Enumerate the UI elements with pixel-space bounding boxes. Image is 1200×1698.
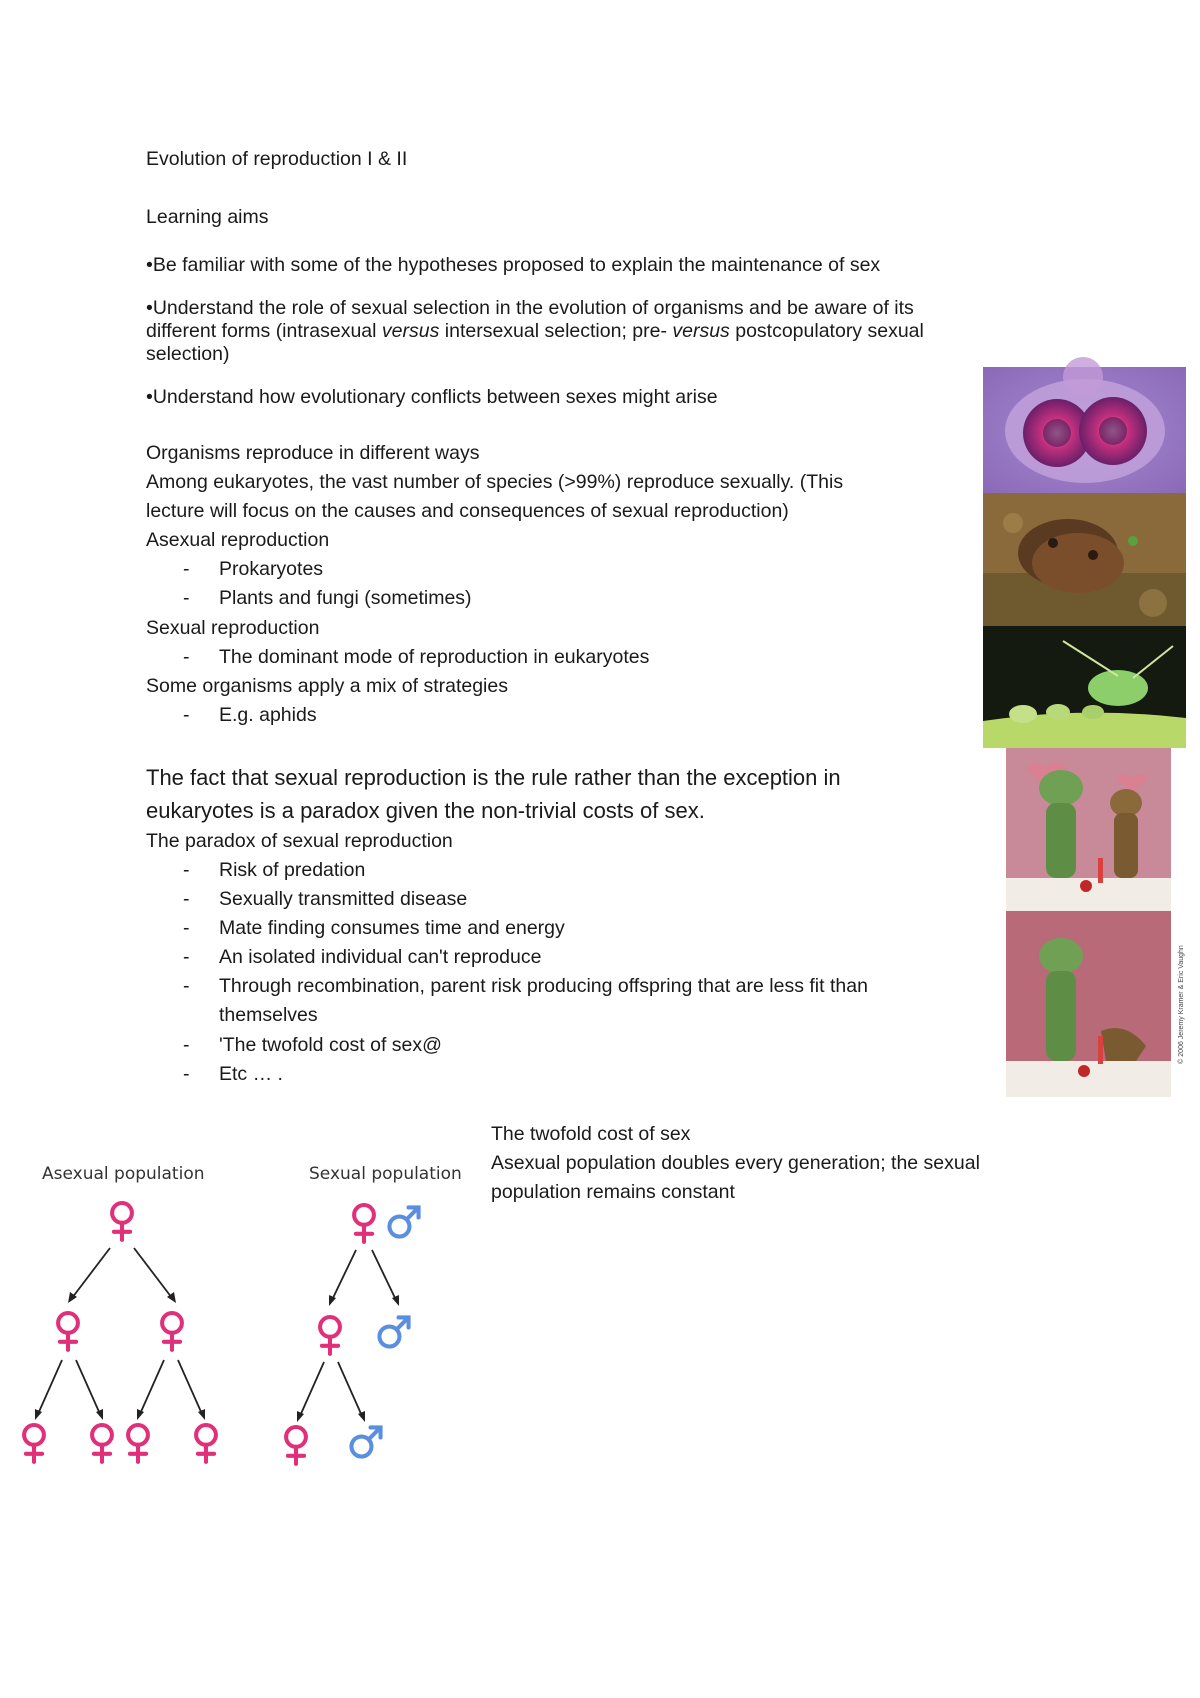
arrow [38, 1360, 62, 1414]
twofold-text-line-1: Asexual population doubles every generation; the sexual [491, 1152, 980, 1174]
ways-intro-line-2: lecture will focus on the causes and consequences of sexual reproduction) [146, 500, 789, 522]
mantis-cartoon-1 [1006, 748, 1171, 911]
sexual-heading: Sexual reproduction [146, 617, 320, 639]
female-symbol [196, 1425, 216, 1462]
arrow [338, 1362, 362, 1416]
aim-bullet-2-line-3: selection) [146, 343, 230, 365]
mix-heading: Some organisms apply a mix of strategies [146, 675, 508, 697]
paradox-statement-line-1: The fact that sexual reproduction is the rule rather than the exception in [146, 765, 841, 790]
male-symbol [351, 1427, 380, 1456]
aim-bullet-2-line-2: different forms (intrasexual versus intersexual selection; pre- versus postcopulatory sexual [146, 320, 924, 342]
asexual-population-label: Asexual population [42, 1164, 205, 1184]
cartoon-credit: © 2006 Jeremy Kramer & Eric Vaughn [1178, 945, 1186, 1064]
female-symbol [162, 1313, 182, 1350]
female-symbol [354, 1205, 374, 1242]
asexual-heading: Asexual reproduction [146, 529, 330, 551]
male-symbol [379, 1317, 408, 1346]
arrow [178, 1360, 202, 1414]
twofold-text-line-2: population remains constant [491, 1181, 735, 1203]
arrow [332, 1250, 356, 1300]
female-symbol [24, 1425, 44, 1462]
arrow [140, 1360, 164, 1414]
learning-aims-heading: Learning aims [146, 206, 269, 228]
aim-bullet-2-line-1: •Understand the role of sexual selection in the evolution of organisms and be aware of its [146, 297, 914, 319]
arrow [300, 1362, 324, 1416]
female-symbol [128, 1425, 148, 1462]
arrow [72, 1248, 110, 1298]
mantis-cartoon-2 [1006, 911, 1186, 1097]
arrow [372, 1250, 396, 1300]
cell-division-photo [983, 367, 1186, 493]
sexual-population-label: Sexual population [309, 1164, 462, 1184]
ways-intro-line-1: Among eukaryotes, the vast number of species (>99%) reproduce sexually. (This [146, 471, 844, 493]
twofold-heading: The twofold cost of sex [491, 1123, 691, 1145]
aim-bullet-1: •Be familiar with some of the hypotheses proposed to explain the maintenance of sex [146, 254, 881, 276]
female-symbol [286, 1427, 306, 1464]
list-item-continuation: themselves [219, 1004, 318, 1026]
aim-bullet-3: •Understand how evolutionary conflicts between sexes might arise [146, 386, 718, 408]
female-symbol [112, 1203, 132, 1240]
arrow [134, 1248, 172, 1298]
arrow [76, 1360, 100, 1414]
document-title: Evolution of reproduction I & II [146, 148, 408, 170]
female-symbol [58, 1313, 78, 1350]
female-symbol [320, 1317, 340, 1354]
female-symbol [92, 1425, 112, 1462]
twofold-cost-diagram [0, 1150, 480, 1470]
paradox-statement-line-2: eukaryotes is a paradox given the non-trivial costs of sex. [146, 798, 705, 823]
paradox-heading: The paradox of sexual reproduction [146, 830, 453, 852]
toads-photo [983, 493, 1186, 626]
ways-heading: Organisms reproduce in different ways [146, 442, 480, 464]
aphids-photo [983, 626, 1186, 748]
male-symbol [389, 1207, 418, 1236]
